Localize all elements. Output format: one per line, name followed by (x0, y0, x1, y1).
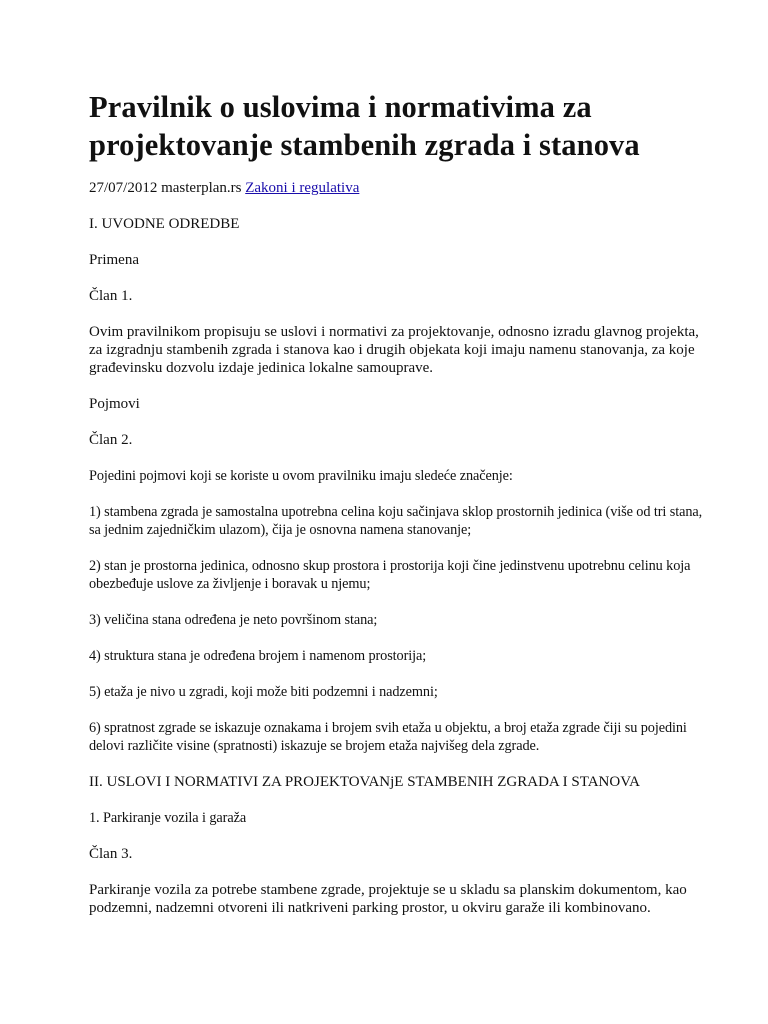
post-meta (89, 179, 709, 197)
article-heading-2: Član 2. (89, 432, 133, 448)
section-heading-uslovi-i-normativi: II. USLOVI I NORMATIVI ZA PROJEKTOVANjE STAMBENIH ZGRADA I STANOVA (89, 774, 640, 790)
definition-item-1: 1) stambena zgrada je samostalna upotrebna celina koju sačinjava sklop prostornih jedinica (više od tri stana, sa jednim zajedničkim ulazom), čija je osnovna namena stanovanje; (89, 504, 703, 538)
document-page (89, 88, 709, 917)
article-3-text: Parkiranje vozila za potrebe stambene zgrade, projektuje se u skladu sa planskim dokumentom, kao podzemni, nadzemni otvoreni ili natkriveni parking prostor, u okviru garaže ili kombinovano. (89, 882, 687, 916)
article-2-intro: Pojedini pojmovi koji se koriste u ovom pravilniku imaju sledeće značenje: (89, 468, 513, 484)
definition-item-5: 5) etaža je nivo u zgradi, koji može biti podzemni i nadzemni; (89, 684, 438, 700)
subheading-parkiranje: 1. Parkiranje vozila i garaža (89, 810, 247, 826)
section-heading-uvodne-odredbe: I. UVODNE ODREDBE (89, 216, 240, 232)
definition-item-6: 6) spratnost zgrade se iskazuje oznakama i brojem svih etaža u objektu, a broj etaža zgrade čiji su pojedini delovi različite visine (spratnosti) iskazuje se brojem etaža najvišeg dela zgrade. (89, 720, 687, 754)
definition-item-4: 4) struktura stana je određena brojem i namenom prostorija; (89, 648, 427, 664)
subheading-primena: Primena (89, 252, 139, 268)
subheading-pojmovi: Pojmovi (89, 396, 140, 412)
article-heading-3: Član 3. (89, 846, 133, 862)
document-title: Pravilnik o uslovima i normativima za projektovanje stambenih zgrada i stanova (89, 90, 640, 162)
definition-item-2: 2) stan je prostorna jedinica, odnosno skup prostora i prostorija koji čine jedinstvenu upotrebnu celinu koja obezbeđuje uslove za življenje i boravak u njemu; (89, 558, 691, 592)
definition-item-3: 3) veličina stana određena je neto površinom stana; (89, 612, 378, 628)
category-link[interactable]: Zakoni i regulativa (245, 180, 360, 196)
article-1-text: Ovim pravilnikom propisuju se uslovi i normativi za projektovanje, odnosno izradu glavnog projekta, za izgradnju stambenih zgrada i stanova kao i drugih objekata koji imaju namenu stanovanja, za koje građevinsku dozvolu izdaje jedinica lokalne samouprave. (89, 324, 699, 376)
post-source: masterplan.rs (161, 180, 242, 196)
article-heading-1: Član 1. (89, 288, 133, 304)
post-date: 27/07/2012 (89, 180, 158, 196)
